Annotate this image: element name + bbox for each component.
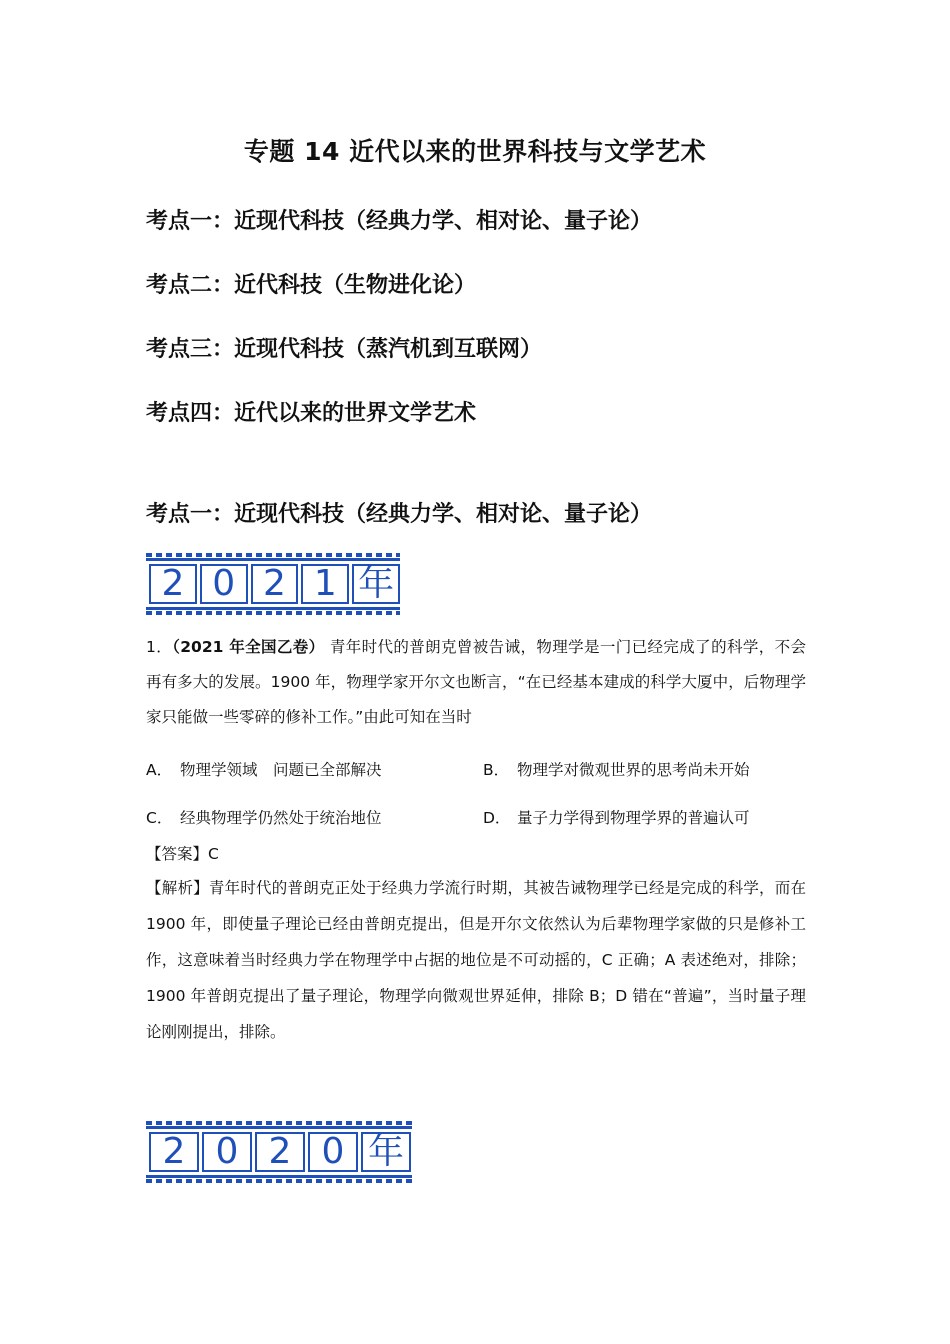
document-title: 专题 14 近代以来的世界科技与文学艺术 (243, 137, 707, 166)
year-digit: 2 (149, 564, 197, 604)
option-text: 经典物理学仍然处于统治地位 (180, 809, 382, 827)
year-suffix: 年 (361, 1132, 411, 1172)
option-c (146, 806, 382, 828)
outline-item-1: 考点一：近现代科技（经典力学、相对论、量子论） (146, 209, 653, 234)
question-number: 1． (146, 638, 173, 656)
outline-item-4: 考点四：近代以来的世界文学艺术 (146, 401, 477, 426)
option-b (483, 758, 750, 780)
year-banner-2020 (146, 1126, 412, 1178)
option-letter: A． (146, 761, 173, 779)
year-suffix: 年 (352, 564, 400, 604)
outline-item-2: 考点二：近代科技（生物进化论） (146, 273, 477, 298)
year-digit: 2 (251, 564, 299, 604)
year-digit: 1 (301, 564, 349, 604)
option-letter: B． (483, 761, 510, 779)
option-text: 物理学对微观世界的思考尚未开始 (517, 761, 750, 779)
outline-item-3: 考点三：近现代科技（蒸汽机到互联网） (146, 337, 543, 362)
question-source: （2021 年全国乙卷） (172, 638, 325, 656)
year-digit: 0 (200, 564, 248, 604)
year-banner-2021 (146, 558, 400, 610)
option-letter: C． (146, 809, 173, 827)
year-digit: 0 (202, 1132, 252, 1172)
answer: 【答案】C (146, 845, 219, 863)
option-text: 量子力学得到物理学界的普遍认可 (517, 809, 750, 827)
analysis-label: 【解析】 (146, 879, 209, 897)
option-d (483, 806, 750, 828)
analysis (146, 870, 806, 1050)
year-digit: 2 (255, 1132, 305, 1172)
question-1-stem (146, 630, 806, 735)
section-heading: 考点一：近现代科技（经典力学、相对论、量子论） (146, 502, 653, 527)
year-digit: 2 (149, 1132, 199, 1172)
question-stem-text: 青年时代的普朗克曾被告诫，物理学是一门已经完成了的科学，不会再有多大的发展。1900 年，物理学家开尔文也断言，“在已经基本建成的科学大厦中，后物理学家只能做一些零碎的修补工作。”由此可知在当时 (146, 638, 806, 726)
option-text: 物理学领域 问题已全部解决 (180, 761, 382, 779)
analysis-text: 青年时代的普朗克正处于经典力学流行时期，其被告诫物理学已经是完成的科学，而在 1900 年，即使量子理论已经由普朗克提出，但是开尔文依然认为后辈物理学家做的只是修补工作，这意味着当时经典力学在物理学中占据的地位是不可动摇的，C 正确；A 表述绝对，排除；1900 年普朗克提出了量子理论，物理学向微观世界延伸，排除 B；D 错在“普遍”，当时量子理论刚刚提出，排除。 (146, 879, 806, 1041)
option-a (146, 758, 382, 780)
year-digit: 0 (308, 1132, 358, 1172)
option-letter: D． (483, 809, 511, 827)
